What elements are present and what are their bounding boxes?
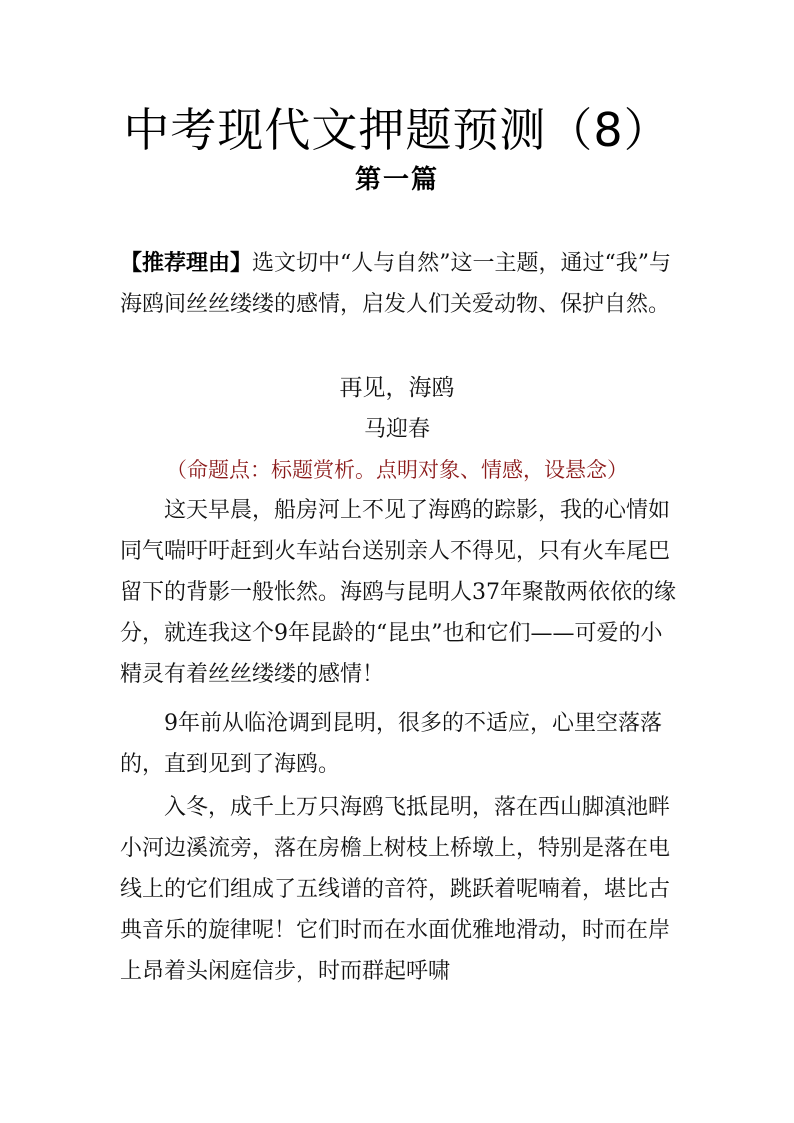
article-author: 马迎春 (363, 417, 430, 442)
recommendation-paragraph (120, 243, 680, 325)
recommendation-label: 【推荐理由】 (120, 251, 253, 276)
article-paragraph: 这天早晨，船房河上不见了海鸥的踪影，我的心情如同气喘吁吁赶到火车站台送别亲人不得见，只有火车尾巴留下的背影一般怅然。海鸥与昆明人37年聚散两依依的缘分，就连我这个9年昆龄的“昆虫”也和它们——可爱的小精灵有着丝丝缕缕的感情！ (120, 498, 676, 687)
article-paragraph: 9年前从临沧调到昆明，很多的不适应，心里空落落的，直到见到了海鸥。 (120, 711, 662, 777)
page-title: 中考现代文押题预测（8） (123, 103, 671, 157)
article-title: 再见，海鸥 (339, 375, 455, 401)
article-paragraph: 入冬，成千上万只海鸥飞抵昆明，落在西山脚滇池畔小河边溪流旁，落在房檐上树枝上桥墩上，特别是落在电线上的它们组成了五线谱的音符，跳跃着呢喃着，堪比古典音乐的旋律呢！它们时而在水面优雅地滑动，时而在岸上昂着头闲庭信步，时而群起呼啸 (120, 795, 671, 984)
recommendation-text: 选文切中“人与自然”这一主题，通过“我”与海鸥间丝丝缕缕的感情，启发人们关爱动物、保护自然。 (120, 251, 672, 317)
annotation-note: （命题点：标题赏析。点明对象、情感，设悬念） (166, 458, 628, 482)
section-title: 第一篇 (354, 165, 439, 195)
